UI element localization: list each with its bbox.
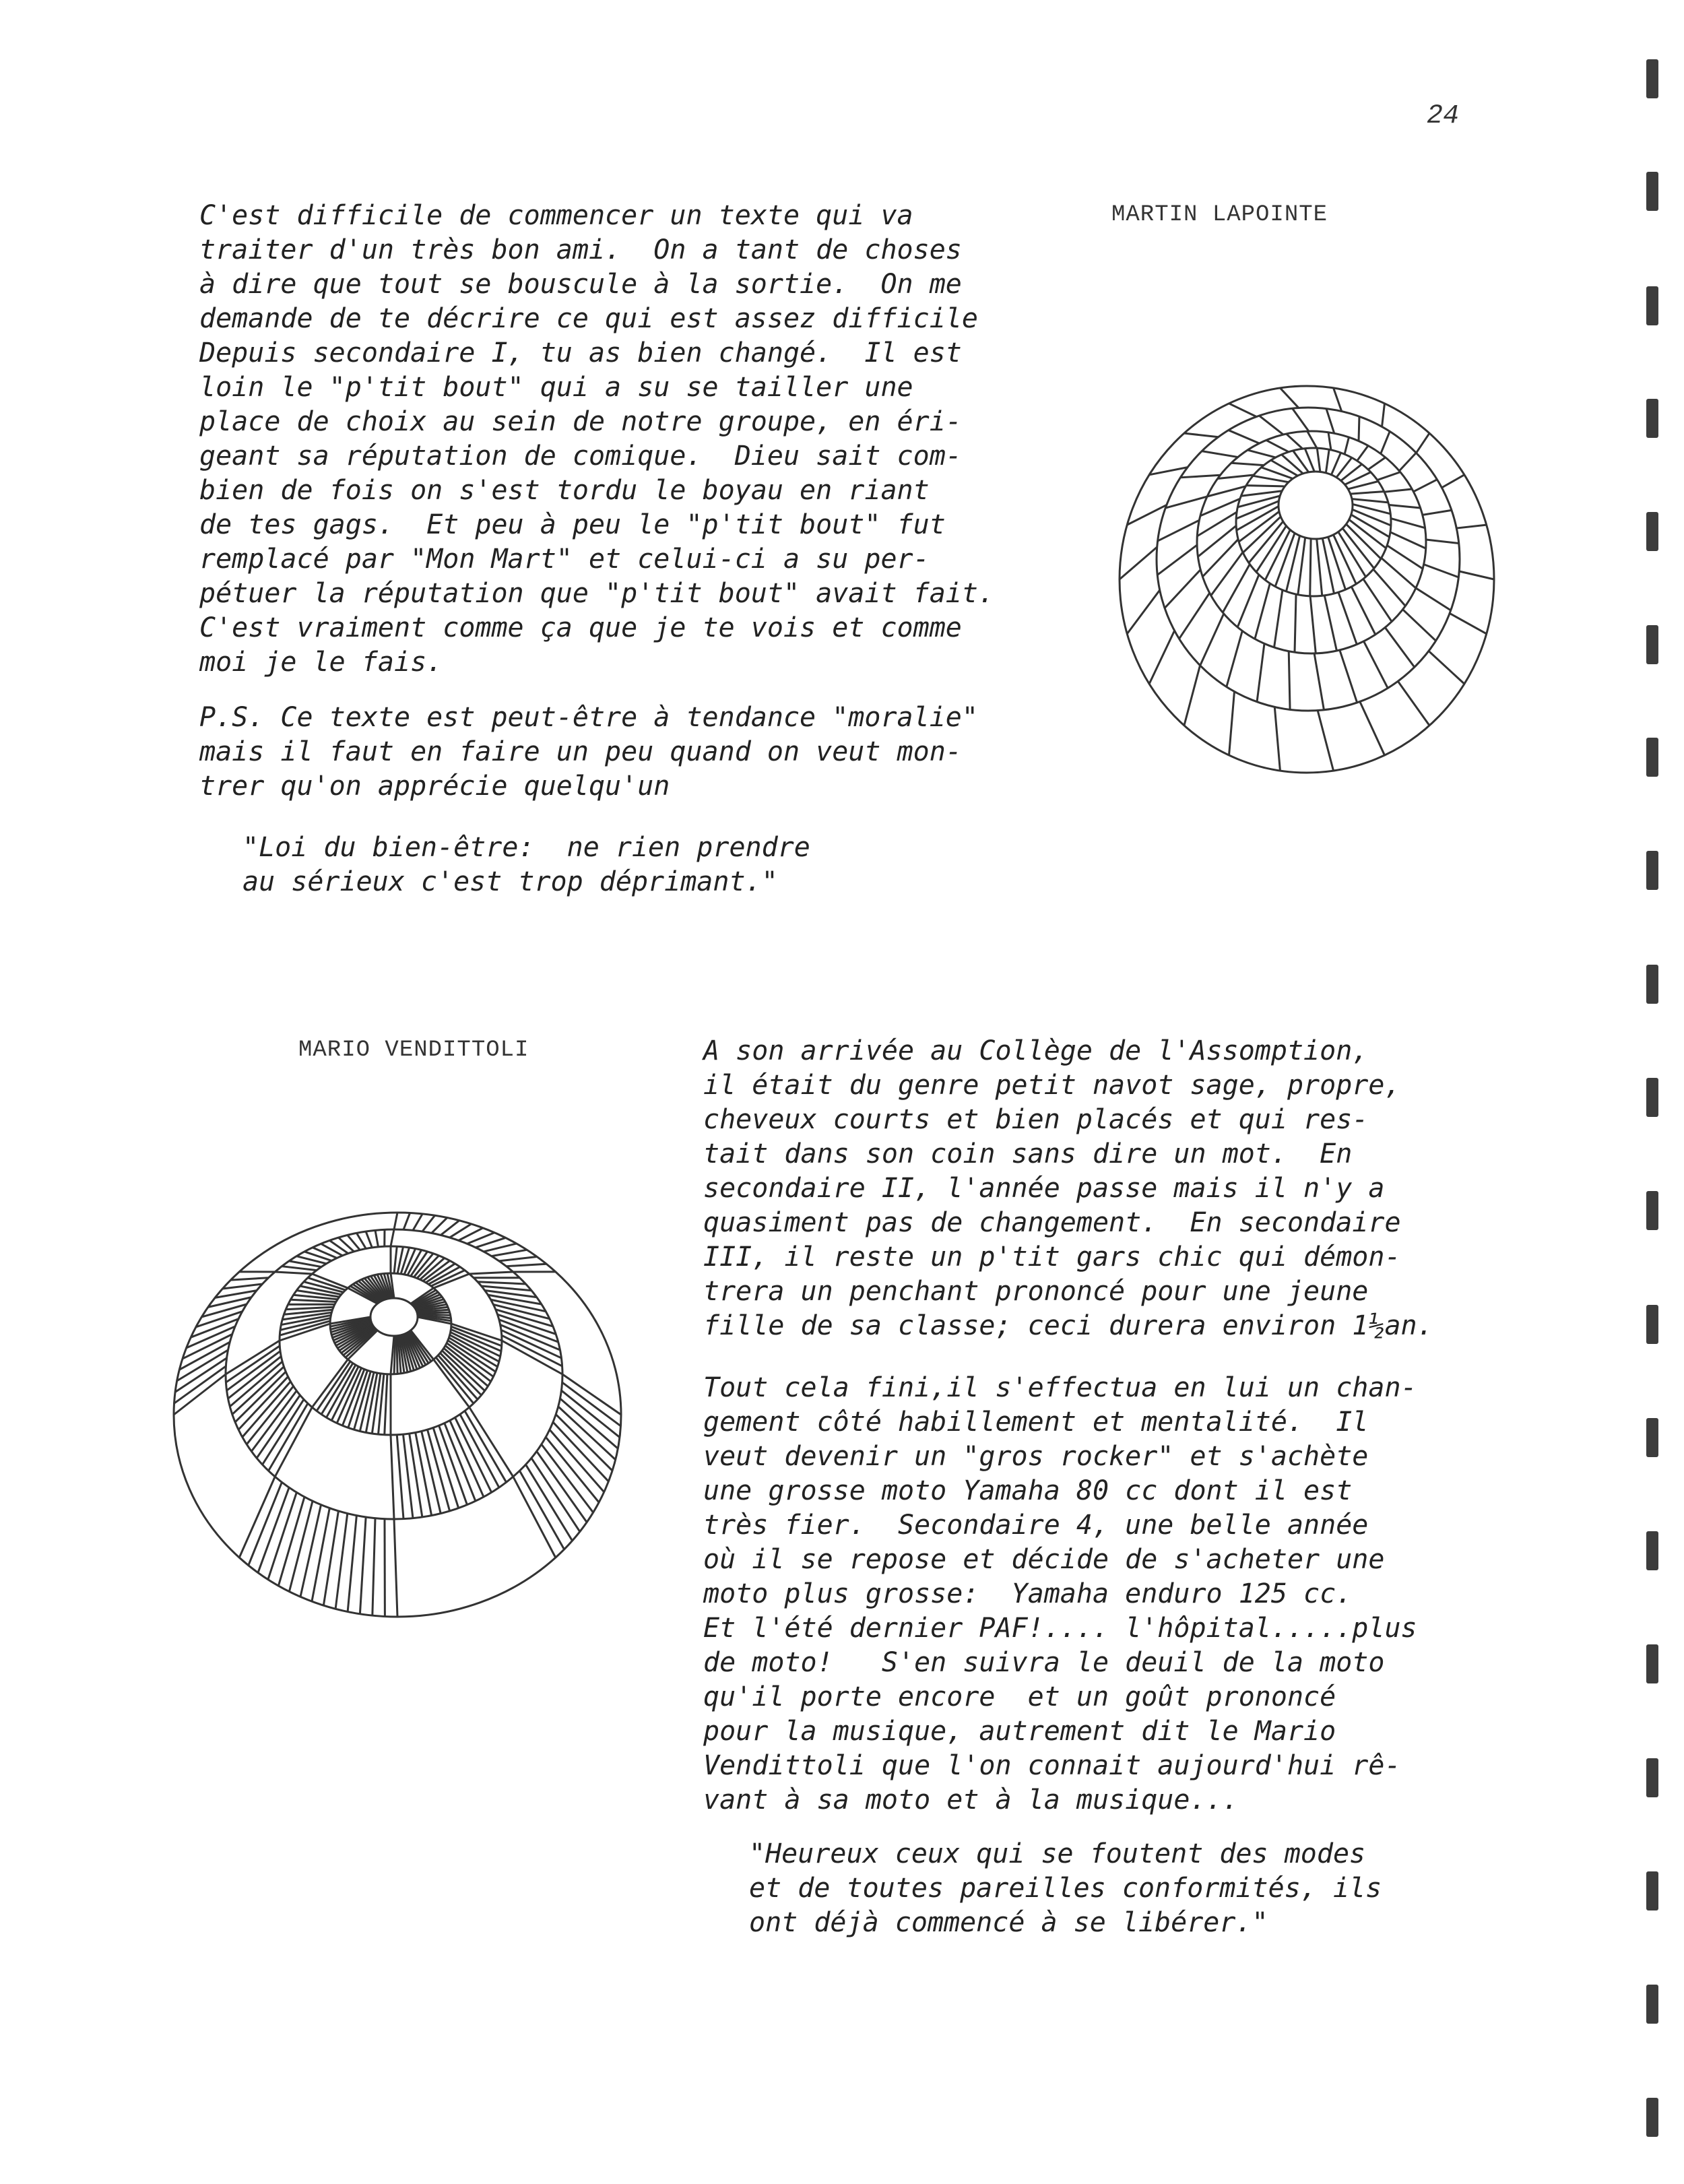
binder-hole xyxy=(1646,1078,1658,1117)
drawing-stroke xyxy=(1255,583,1270,639)
drawing-stroke xyxy=(1259,416,1283,435)
drawing-stroke xyxy=(507,1264,547,1266)
text-line: traiter d'un très bon ami. On a tant de choses xyxy=(199,234,962,265)
drawing-stroke xyxy=(230,1278,268,1280)
drawing-stroke xyxy=(348,1516,356,1612)
text-line: quasiment pas de changement. En secondaire xyxy=(703,1207,1401,1238)
drawing-stroke xyxy=(1180,475,1220,478)
drawing-stroke xyxy=(1387,546,1423,569)
drawing-stroke xyxy=(1378,472,1400,480)
drawing-stroke xyxy=(1459,571,1494,579)
page-number: 24 xyxy=(1427,101,1460,131)
text-line: à dire que tout se bouscule à la sortie. On me xyxy=(199,269,962,300)
drawing-stroke xyxy=(1351,587,1375,635)
drawing-stroke xyxy=(1158,520,1200,541)
drawing-stroke xyxy=(422,1215,435,1231)
drawing-stroke xyxy=(397,1435,403,1519)
drawing-stroke xyxy=(1385,627,1415,667)
drawing-stroke xyxy=(1157,545,1197,575)
drawing-stroke xyxy=(1351,492,1384,494)
drawing-stroke xyxy=(1202,451,1238,457)
text-line: trer qu'on apprécie quelqu'un xyxy=(199,771,670,802)
drawing-stroke xyxy=(391,1435,394,1519)
text-line: trera un penchant prononcé pour une jeune xyxy=(703,1276,1369,1307)
text-line: P.S. Ce texte est peut-être à tendance "moralie" xyxy=(199,702,978,733)
drawing-stroke xyxy=(561,1390,619,1438)
drawing-stroke xyxy=(290,1299,336,1302)
drawing-stroke xyxy=(1426,540,1459,544)
drawing-stroke xyxy=(1266,440,1289,451)
text-line: il était du genre petit navot sage, propre, xyxy=(703,1070,1401,1101)
drawing-stroke xyxy=(450,1421,484,1498)
binder-hole xyxy=(1646,738,1658,777)
drawing-stroke xyxy=(1307,431,1317,448)
text-line: Tout cela fini,il s'effectua en lui un chan- xyxy=(703,1372,1417,1403)
drawing-stroke xyxy=(1456,525,1486,528)
binder-hole xyxy=(1646,625,1658,664)
binder-hole xyxy=(1646,286,1658,325)
binder-hole xyxy=(1646,965,1658,1004)
drawing-stroke xyxy=(500,1325,560,1350)
drawing-stroke xyxy=(1399,453,1416,471)
binder-hole xyxy=(1646,512,1658,551)
drawing-stroke xyxy=(1218,475,1254,479)
text-line: vant à sa moto et à la musique... xyxy=(703,1785,1239,1816)
mario-vendittoli-name: MARIO VENDITTOLI xyxy=(298,1037,529,1063)
martin-lapointe-quote xyxy=(242,831,810,899)
drawing-stroke xyxy=(1348,481,1378,488)
drawing-stroke xyxy=(1211,552,1243,596)
binder-hole xyxy=(1646,1644,1658,1683)
drawing-stroke xyxy=(1253,476,1289,482)
drawing-stroke xyxy=(385,1374,387,1435)
text-line: une grosse moto Yamaha 80 cc dont il est xyxy=(703,1475,1353,1506)
drawing-stroke xyxy=(1389,505,1421,508)
drawing-stroke xyxy=(1198,525,1236,556)
drawing-stroke xyxy=(1391,519,1425,528)
drawing-stroke xyxy=(455,1417,491,1492)
drawing-stroke xyxy=(416,1432,432,1515)
drawing-stroke xyxy=(1120,547,1157,579)
drawing-stroke xyxy=(321,1244,343,1256)
drawing-stroke xyxy=(1179,593,1210,639)
drawing-stroke xyxy=(1357,446,1368,461)
drawing-stroke xyxy=(1229,692,1235,756)
drawing-stroke xyxy=(360,1517,366,1614)
binder-hole xyxy=(1646,1531,1658,1570)
text-line: pour la musique, autrement dit le Mario xyxy=(703,1716,1336,1747)
drawing-stroke xyxy=(1310,539,1311,596)
martin-lapointe-name: MARTIN LAPOINTE xyxy=(1111,202,1328,228)
text-line: au sérieux c'est trop déprimant." xyxy=(242,866,778,897)
binder-hole xyxy=(1646,399,1658,438)
drawing-stroke xyxy=(465,1411,507,1482)
drawing-stroke xyxy=(1314,653,1324,710)
drawing-stroke xyxy=(1274,707,1280,771)
drawing-stroke xyxy=(484,1244,517,1252)
drawing-stroke xyxy=(1326,449,1329,473)
drawing-stroke xyxy=(482,1286,531,1291)
text-line: remplacé par "Mon Mart" et celui-ci a su per- xyxy=(199,544,930,575)
binder-hole xyxy=(1646,1985,1658,2024)
martin-lapointe-ps xyxy=(199,701,978,804)
drawing-stroke xyxy=(1165,570,1200,608)
drawing-stroke xyxy=(1318,711,1333,771)
text-line: mais il faut en faire un peu quand on veut mon- xyxy=(199,736,962,767)
text-line: A son arrivée au Collège de l'Assomption, xyxy=(703,1035,1369,1066)
text-line: fille de sa classe; ceci durera environ 1½an. xyxy=(703,1310,1433,1341)
text-line: de moto! S'en suivra le deuil de la moto xyxy=(703,1647,1385,1678)
drawing-stroke xyxy=(492,1250,527,1256)
drawing-stroke xyxy=(1227,631,1242,686)
drawing-stroke xyxy=(1398,681,1429,726)
binder-hole xyxy=(1646,2098,1658,2137)
drawing-stroke xyxy=(1360,701,1385,755)
drawing-stroke xyxy=(413,1214,422,1230)
drawing-stroke xyxy=(1317,448,1320,472)
drawing-stroke xyxy=(366,1231,372,1248)
text-line: pétuer la réputation que "p'tit bout" avait fait. xyxy=(199,578,995,609)
drawing-stroke xyxy=(1416,433,1429,453)
concentric-rings-drawing xyxy=(168,1206,626,1624)
binder-hole xyxy=(1646,1418,1658,1457)
drawing-stroke xyxy=(1237,496,1280,507)
drawing-stroke xyxy=(1424,565,1459,577)
drawing-stroke xyxy=(1274,590,1283,647)
drawing-stroke xyxy=(1287,434,1303,449)
drawing-stroke xyxy=(403,1213,410,1229)
drawing-stroke xyxy=(1442,475,1464,488)
text-line: loin le "p'tit bout" qui a su se tailler une xyxy=(199,372,913,403)
text-line: moi je le fais. xyxy=(199,647,443,678)
drawing-stroke xyxy=(501,1330,561,1358)
binder-hole xyxy=(1646,59,1658,98)
drawing-stroke xyxy=(513,1477,556,1557)
drawing-stroke xyxy=(1384,489,1412,492)
drawing-stroke xyxy=(1200,614,1224,666)
drawing-stroke xyxy=(174,1374,226,1415)
drawing-stroke xyxy=(1324,596,1336,651)
spiral-wheel-drawing xyxy=(1111,377,1502,781)
drawing-stroke xyxy=(275,1272,312,1274)
drawing-stroke xyxy=(275,1407,312,1477)
drawing-stroke xyxy=(1352,499,1388,503)
drawing-stroke xyxy=(1328,432,1331,450)
text-line: Et l'été dernier PAF!.... l'hôpital.....plus xyxy=(703,1613,1417,1644)
drawing-stroke xyxy=(1450,613,1487,633)
drawing-stroke xyxy=(1317,539,1322,596)
mario-vendittoli-text-2 xyxy=(703,1371,1417,1818)
drawing-stroke xyxy=(391,1229,394,1246)
drawing-stroke xyxy=(1229,404,1257,417)
text-line: qu'il porte encore et un goût prononcé xyxy=(703,1681,1336,1712)
drawing-stroke xyxy=(1326,409,1334,434)
drawing-stroke xyxy=(1231,463,1264,465)
binder-hole xyxy=(1646,172,1658,211)
drawing-stroke xyxy=(1257,643,1264,701)
drawing-stroke xyxy=(1416,588,1451,610)
drawing-stroke xyxy=(1298,538,1305,595)
text-line: secondaire II, l'année passe mais il n'y a xyxy=(703,1173,1385,1204)
drawing-stroke xyxy=(1184,666,1200,726)
text-line: très fier. Secondaire 4, une belle année xyxy=(703,1510,1369,1541)
drawing-stroke xyxy=(373,1518,375,1615)
text-line: Vendittoli que l'on connait aujourd'hui rê- xyxy=(703,1750,1401,1781)
binder-hole xyxy=(1646,1305,1658,1344)
drawing-stroke xyxy=(289,1501,313,1591)
text-line: geant sa réputation de comique. Dieu sait com- xyxy=(199,441,962,472)
drawing-stroke xyxy=(1429,651,1464,684)
drawing-stroke xyxy=(1413,480,1437,492)
drawing-stroke xyxy=(1184,433,1219,437)
text-line: demande de te décrire ce qui est assez difficile xyxy=(199,303,978,334)
drawing-stroke xyxy=(282,1266,317,1271)
binder-hole xyxy=(1646,1758,1658,1797)
drawing-stroke xyxy=(174,1366,226,1403)
drawing-stroke xyxy=(1289,651,1290,710)
drawing-stroke xyxy=(1334,388,1342,412)
drawing-stroke xyxy=(1295,594,1296,652)
drawing-stroke xyxy=(329,1240,348,1253)
drawing-stroke xyxy=(1207,486,1245,496)
drawing-stroke xyxy=(1202,540,1238,577)
drawing-stroke xyxy=(1390,532,1426,548)
drawing-stroke xyxy=(222,1284,262,1289)
drawing-stroke xyxy=(556,1415,612,1471)
drawing-stroke xyxy=(1293,408,1309,431)
text-line: où il se repose et décide de s'acheter une xyxy=(703,1544,1385,1575)
drawing-stroke xyxy=(394,1213,397,1229)
text-line: et de toutes pareilles conformités, ils xyxy=(749,1873,1382,1904)
drawing-stroke xyxy=(175,1358,226,1392)
drawing-stroke xyxy=(1368,457,1386,470)
drawing-stroke xyxy=(499,1256,537,1260)
drawing-stroke xyxy=(1271,460,1298,476)
drawing-stroke xyxy=(1127,590,1159,634)
drawing-stroke xyxy=(1345,437,1349,454)
text-line: de tes gags. Et peu à peu le "p'tit bout" fut xyxy=(199,509,946,540)
binder-hole xyxy=(1646,851,1658,890)
drawing-stroke xyxy=(1363,641,1388,688)
drawing-stroke xyxy=(1286,536,1299,591)
drawing-stroke xyxy=(1280,388,1298,408)
text-line: tait dans son coin sans dire un mot. En xyxy=(703,1138,1353,1169)
drawing-stroke xyxy=(1381,431,1390,453)
drawing-stroke xyxy=(286,1307,333,1310)
mario-vendittoli-quote xyxy=(749,1837,1382,1940)
drawing-stroke xyxy=(1149,631,1174,684)
drawing-stroke xyxy=(335,1514,348,1609)
drawing-stroke xyxy=(469,1272,513,1274)
drawing-stroke xyxy=(502,1341,562,1374)
text-line: cheveux courts et bien placés et qui res- xyxy=(703,1104,1369,1135)
drawing-stroke xyxy=(394,1246,397,1273)
text-line: gement côté habillement et mentalité. Il xyxy=(703,1407,1369,1438)
drawing-stroke xyxy=(1402,610,1435,641)
text-line: bien de fois on s'est tordu le boyau en riant xyxy=(199,475,930,506)
drawing-stroke xyxy=(1331,453,1340,475)
text-line: Depuis secondaire I, tu as bien changé. Il est xyxy=(199,338,962,368)
text-line: III, il reste un p'tit gars chic qui démon- xyxy=(703,1242,1401,1273)
drawing-stroke xyxy=(300,1505,321,1597)
drawing-stroke xyxy=(1310,596,1316,653)
text-line: place de choix au sein de notre groupe, en éri- xyxy=(199,406,962,437)
drawing-stroke xyxy=(375,1230,379,1247)
text-line: C'est vraiment comme ça que je te vois et comme xyxy=(199,612,962,643)
martin-lapointe-text xyxy=(199,199,994,680)
drawing-stroke xyxy=(423,1260,450,1281)
drawing-stroke xyxy=(1229,430,1260,444)
drawing-stroke xyxy=(1282,455,1303,474)
drawing-stroke xyxy=(537,1451,587,1522)
drawing-stroke xyxy=(478,1282,525,1284)
drawing-stroke xyxy=(1340,650,1357,703)
text-line: veut devenir un "gros rocker" et s'achète xyxy=(703,1441,1369,1472)
text-line: C'est difficile de commencer un texte qui va xyxy=(199,200,913,231)
drawing-stroke xyxy=(1382,404,1385,427)
mario-vendittoli-text xyxy=(703,1034,1433,1343)
text-line: ont déjà commencé à se libérer." xyxy=(749,1907,1268,1938)
drawing-stroke xyxy=(1423,510,1452,515)
drawing-stroke xyxy=(519,1471,564,1549)
drawing-stroke xyxy=(1338,592,1357,644)
drawing-stroke xyxy=(1248,450,1276,457)
drawing-stroke xyxy=(1165,496,1207,508)
binder-hole xyxy=(1646,1191,1658,1230)
drawing-stroke xyxy=(1241,491,1282,496)
text-line: "Loi du bien-être: ne rien prendre xyxy=(242,832,810,863)
drawing-stroke xyxy=(394,1519,397,1617)
drawing-stroke xyxy=(1237,575,1259,627)
binder-hole xyxy=(1646,1871,1658,1910)
text-line: moto plus grosse: Yamaha enduro 125 cc. xyxy=(703,1578,1353,1609)
drawing-stroke xyxy=(553,1422,608,1481)
text-line: "Heureux ceux qui se foutent des modes xyxy=(749,1838,1366,1869)
